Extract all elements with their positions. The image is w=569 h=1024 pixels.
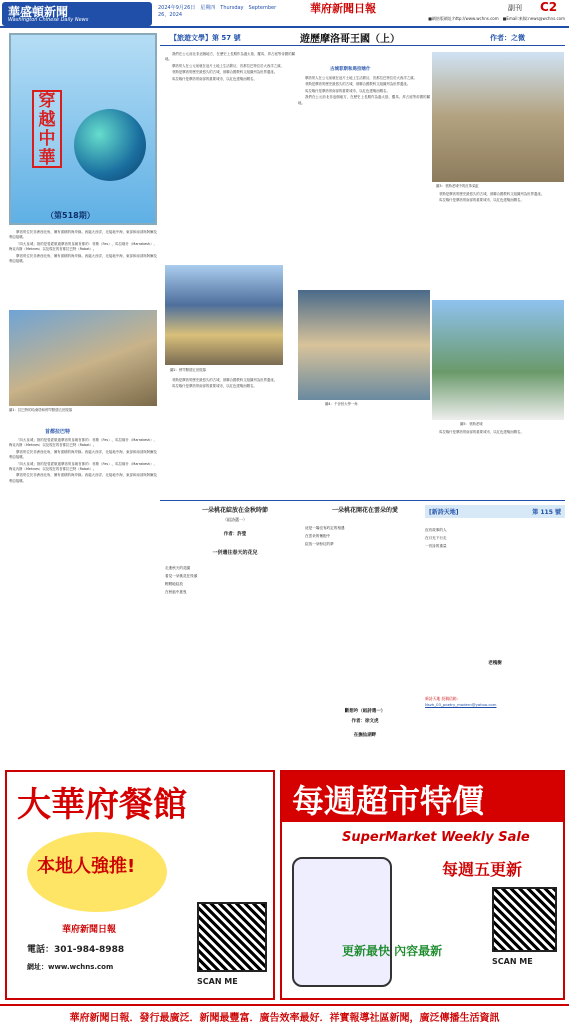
vertical-title: 穿越中華 [32, 90, 62, 168]
article-paragraph: 我們在公元前北非這個地方，在歷史上長期作為迦太基、羅馬、拜占庭等帝國的屬地。 [298, 95, 430, 105]
phone-image [292, 857, 392, 987]
article-header [160, 30, 565, 46]
caption-4: 圖4：千舍回大學一角 [325, 402, 358, 406]
article-paragraph: 摩洛哥人在公元前就在這片土地上生活繁衍，首都拉巴特位於大西洋之濱。 [172, 63, 284, 68]
poem-2-title: 一朵桃花開花在雲朵的愛 [331, 507, 398, 514]
qr-code[interactable] [197, 902, 267, 972]
article-paragraph: 馬拉喀什是摩洛哥南部的重要城市，以紅色建築而聞名。 [439, 198, 524, 203]
masthead-cn: 華盛頓新聞 [8, 5, 69, 19]
poem-2-lines [305, 524, 425, 548]
caption-5: 圖5：菲斯老城 [460, 422, 483, 426]
new-poems-title: [新詩天地] [429, 509, 459, 516]
article-subhead: 古城菲斯和馬拉喀什 [330, 67, 371, 72]
sidebar-paragraph: 「四大皇城」指的是曾經做過摩洛哥皇朝首都的：菲斯（Fes）、馬拉喀什（Marrakesh）、梅克內斯（Meknes）以及現在的首都拉巴特（Rabat）。 [9, 438, 157, 448]
section-label: 副刊 [508, 4, 522, 12]
poem-line: 走進秋天的花園 [165, 566, 191, 570]
poem-1-author: 作者：許瑩 [223, 532, 247, 537]
local-text: 本地人強推! [37, 856, 136, 877]
poem-1-subtitle: （組詩選一） [223, 517, 247, 522]
sidebar-text-2 [9, 438, 157, 768]
poem-line: 在雲朵的懷抱中 [305, 534, 331, 538]
photo-fes-old-town [432, 300, 564, 420]
masthead-logo [2, 2, 152, 26]
poem-line: 這是一場沒有約定的相遇 [305, 526, 345, 530]
poem-line: 看見一朵桃花在枝頭 [165, 574, 198, 578]
photo-tannery [432, 52, 564, 182]
photo-hassan-tower [9, 310, 157, 406]
subhead-capital: 首都拉巴特 [45, 429, 71, 435]
article-paragraph: 馬拉喀什是摩洛哥南部的重要城市，以紅色建築而聞名。 [172, 76, 257, 81]
article-col-1 [165, 52, 295, 262]
caption-2: 圖2：穆罕默德五世陵墓 [170, 368, 207, 372]
email-link[interactable]: Nszh_03_poetry_modern@yahoo.com [425, 702, 497, 707]
article-col-1b [165, 378, 295, 500]
poem-line: 沒有故事的人 [425, 528, 447, 532]
supermarket-ad [280, 770, 565, 1000]
ad-phone: 電話：301-984-8988 [27, 945, 125, 955]
page-footer [0, 1004, 569, 1024]
article-paragraph: 馬拉喀什是摩洛哥南部的重要城市，以紅色建築而聞名。 [305, 88, 390, 93]
qr-code-2[interactable] [492, 887, 557, 952]
article-paragraph: 馬拉喀什是摩洛哥南部的重要城市，以紅色建築而聞名。 [439, 430, 524, 434]
poem-1 [165, 505, 305, 755]
new-poems-lines [425, 526, 565, 550]
weekly-en: SuperMarket Weekly Sale [342, 830, 530, 845]
masthead-en: Washington Chinese Daily News [8, 17, 89, 23]
friday-update: 每週五更新 [442, 860, 523, 879]
local-badge [27, 832, 167, 912]
weekly-title: 每週超市特價 [292, 782, 485, 820]
email-label: 新詩天地 投稿信箱: [425, 696, 458, 701]
footer-slogan: 華府新聞日報．發行最廣泛．新聞最豐富．廣告效率最好．祥實報導社區新聞，廣泛傳播生活資訊 [69, 1013, 500, 1024]
restaurant-name: 大華府餐館 [17, 785, 187, 825]
article-paragraph: 菲斯是摩洛哥歷史最悠久的古城，被聯合國教科文組織列為世界遺產。 [172, 70, 278, 75]
caption-3: 圖3：菲斯老城中的皮革染缸 [436, 184, 479, 188]
feature-banner [9, 33, 157, 225]
weekly-banner [282, 772, 563, 822]
section-divider [160, 500, 565, 501]
poem-line: 綻放一朵粉紅的夢 [305, 542, 334, 546]
sidebar-paragraph: 摩洛哥位於非洲西北角，擁有面積的海岸線。西臨大西洋，北接地中海，東部和南部與阿爾及利亞接壤。 [9, 253, 157, 264]
page-header [0, 0, 569, 28]
article-paragraph: 菲斯是摩洛哥歷史最悠久的古城，被聯合國教科文組織列為世界遺產。 [305, 82, 411, 87]
new-poems-issue: 第 115 號 [532, 509, 561, 516]
series-label: 【旅遊文學】第 57 號 [170, 34, 241, 42]
center-title: 華府新聞日報 [310, 2, 376, 15]
article-title: 遊歷摩洛哥王國（上） [300, 34, 400, 45]
sidebar-paragraph: 「四大皇城」指的是曾經做過摩洛哥皇朝首都的：菲斯（Fes）、馬拉喀什（Marrakesh）、梅克內斯（Meknes）以及現在的首都拉巴特（Rabat）。 [9, 461, 157, 472]
ad-website: 網址：www.wchns.com [27, 963, 114, 971]
paper-name: 華府新聞日報 [62, 925, 117, 935]
poem-2 [305, 505, 425, 755]
poem-line: 輕輕地綻放 [165, 582, 183, 586]
issue-number: （第518期） [46, 211, 95, 220]
poem-1-title: 一朵桃花綻放在金秋時節 [201, 507, 268, 514]
article-col-3b [432, 430, 564, 490]
article-col-3 [432, 192, 564, 302]
poem-2-signature: 斷想吟（組詩選一） [344, 709, 386, 714]
poem-1-lines [165, 564, 305, 596]
restaurant-ad [5, 770, 275, 1000]
page-number: C2 [540, 0, 558, 14]
poem-line: 在月光下行走 [425, 536, 447, 540]
new-poems-author: 老槐樹 [488, 661, 502, 666]
poem-line: 在秋風中搖曳 [165, 590, 187, 594]
article-paragraph: 菲斯是摩洛哥歷史最悠久的古城，被聯合國教科文組織列為世界遺產。 [172, 378, 278, 382]
poem-2-location: 在撫仙湖畔 [353, 733, 377, 738]
sidebar-paragraph: 摩洛哥位於非洲西北角，擁有面積的海岸線。西臨大西洋，北接地中海，東部和南部與阿爾及利亞接壤。 [9, 473, 157, 483]
article-paragraph: 我們在公元前北非這個地方，在歷史上長期作為迦太基、羅馬、拜占庭等帝國的屬地。 [165, 52, 295, 62]
poem-line: 一首詩的重量 [425, 544, 447, 548]
article-paragraph: 菲斯是摩洛哥歷史最悠久的古城，被聯合國教科文組織列為世界遺產。 [439, 192, 545, 196]
article-col-2 [298, 76, 430, 496]
web-label: ■網絡版網址:http://www.wchns.com ■Email:來稿:news@wchns.com [428, 16, 565, 21]
photo-mausoleum [165, 265, 283, 365]
caption-1: 圖1：拉巴特的哈桑塔和穆罕默德五世陵墓 [9, 408, 73, 412]
article-author: 作者：之微 [490, 34, 525, 42]
sidebar-paragraph: 摩洛哥位於非洲西北角，擁有面積的海岸線。西臨大西洋，北接地中海，東部和南部與阿爾及利亞接壤。 [9, 449, 157, 460]
sidebar-paragraph: 摩洛哥位於非洲西北角，擁有面積的海岸線。西臨大西洋，北接地中海，東部和南部與阿爾及利亞接壤。 [9, 230, 157, 240]
photo-university [298, 290, 430, 400]
header-rule [0, 26, 569, 28]
scan-label: SCAN ME [197, 977, 238, 986]
sidebar-paragraph: 「四大皇城」指的是曾經做過摩洛哥皇朝首都的：菲斯（Fes）、馬拉喀什（Marrakesh）、梅克內斯（Meknes）以及現在的首都拉巴特（Rabat）。 [9, 241, 157, 252]
globe-image [74, 109, 146, 181]
poem-1-section: 一併遺往春天的花兒 [212, 550, 258, 556]
scan-label-2: SCAN ME [492, 957, 533, 966]
article-paragraph: 摩洛哥人在公元前就在這片土地上生活繁衍，首都拉巴特位於大西洋之濱。 [305, 76, 417, 80]
new-poems [425, 505, 565, 755]
latest-text: 更新最快 內容最新 [342, 944, 443, 958]
date-line: 2024年9月26日 星期四 Thursday September 26，2024 [158, 5, 277, 18]
article-paragraph: 馬拉喀什是摩洛哥南部的重要城市，以紅色建築而聞名。 [172, 384, 257, 389]
poem-2-author: 作者：徐文虎 [351, 719, 379, 724]
